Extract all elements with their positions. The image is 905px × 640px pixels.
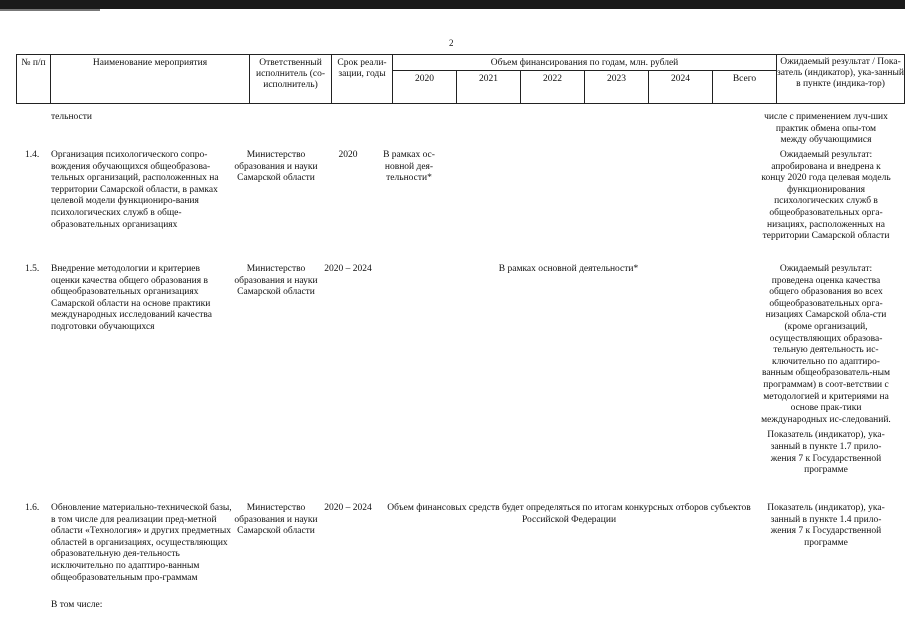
row-term: 2020 – 2024 (324, 503, 372, 513)
carryover-result: числе с применением луч-ших практик обмена опы-том между обучающимися (764, 112, 888, 146)
row-result (760, 264, 892, 481)
row-finance: Объем финансовых средств будет определяться по итогам конкурсных отборов субъектов Российской Федерации (387, 503, 751, 525)
row-num: 1.5. (25, 264, 40, 274)
table-header (16, 54, 905, 104)
result-paragraph: Ожидаемый результат: проведена оценка качества общего образования во всех общеобразовательных орга-низациях Самарской обла-сти (кроме организаций, осуществляющих образова-тельную деятельность ис-ключительно по адаптиро-ванным общеобразователь-ным программам) в соот-ветствии с методологией и критериями на основе прак-тики международных ис-следований. (761, 264, 891, 425)
row-name: Внедрение методологии и критериев оценки качества общего образования в общеобразовательных организациях Самарской области на основе практики международных исследований качества подготовки обучающихся (51, 264, 212, 332)
row-result (760, 503, 892, 553)
result-indicator: Показатель (индикатор), ука-занный в пункте 1.4 прило-жения 7 к Государственной программе (767, 503, 885, 548)
header-year-2022: 2022 (520, 71, 584, 103)
row-finance: В рамках ос-новной дея-тельности* (383, 150, 435, 184)
result-indicator: Показатель (индикатор), ука-занный в пункте 1.7 прило-жения 7 к Государственной программе (767, 430, 885, 476)
header-finance: Объем финансирования по годам, млн. рублей (392, 55, 776, 71)
row-executor: Министерство образования и науки Самарской области (234, 150, 318, 184)
row-name: Обновление материально-технической базы, в том числе для реализации пред-метной области «Технология» и других предметных областей в организациях, осуществляющих образовательную дея-тельность исключительно по адаптиро-ванным общеобразовательным про-граммам (51, 503, 232, 583)
scan-top-border (0, 0, 905, 9)
header-result: Ожидаемый результат / Пока-затель (индикатор), ука-занный в пункте (индика-тор) (776, 55, 904, 103)
page-number: 2 (449, 38, 454, 48)
header-year-total: Всего (712, 71, 776, 103)
row-finance: В рамках основной деятельности* (498, 264, 639, 274)
header-executor: Ответственный исполнитель (со-исполнитель) (249, 55, 331, 103)
scan-top-mark (0, 9, 100, 11)
header-year-2020: 2020 (392, 71, 456, 103)
row-num: 1.6. (25, 503, 40, 513)
row-result (760, 150, 892, 247)
row-executor: Министерство образования и науки Самарской области (234, 503, 318, 537)
header-year-2024: 2024 (648, 71, 712, 103)
header-year-2023: 2023 (584, 71, 648, 103)
header-term: Срок реали-зации, годы (331, 55, 392, 103)
row-term: 2020 (338, 150, 358, 160)
footer-note: В том числе: (51, 600, 103, 610)
row-executor: Министерство образования и науки Самарской области (234, 264, 318, 298)
header-year-2021: 2021 (456, 71, 520, 103)
header-num: № п/п (21, 58, 46, 68)
row-name: Организация психологического сопро-вождения обучающихся общеобразова-тельных организаций, расположенных на территории Самарской области, в рамках целевой модели функциониро-вания психологических служб в обще-образовательных организациях (51, 150, 219, 230)
row-num: 1.4. (25, 150, 40, 160)
row-term: 2020 – 2024 (324, 264, 372, 274)
header-name: Наименование мероприятия (50, 55, 249, 103)
result-paragraph: Ожидаемый результат: апробирована и внедрена к концу 2020 года целевая модель функционирования психологических служб в общеобразовательных орга-низациях, расположенных на территории Самарской области (761, 150, 891, 242)
carryover-name: тельности (51, 112, 92, 122)
